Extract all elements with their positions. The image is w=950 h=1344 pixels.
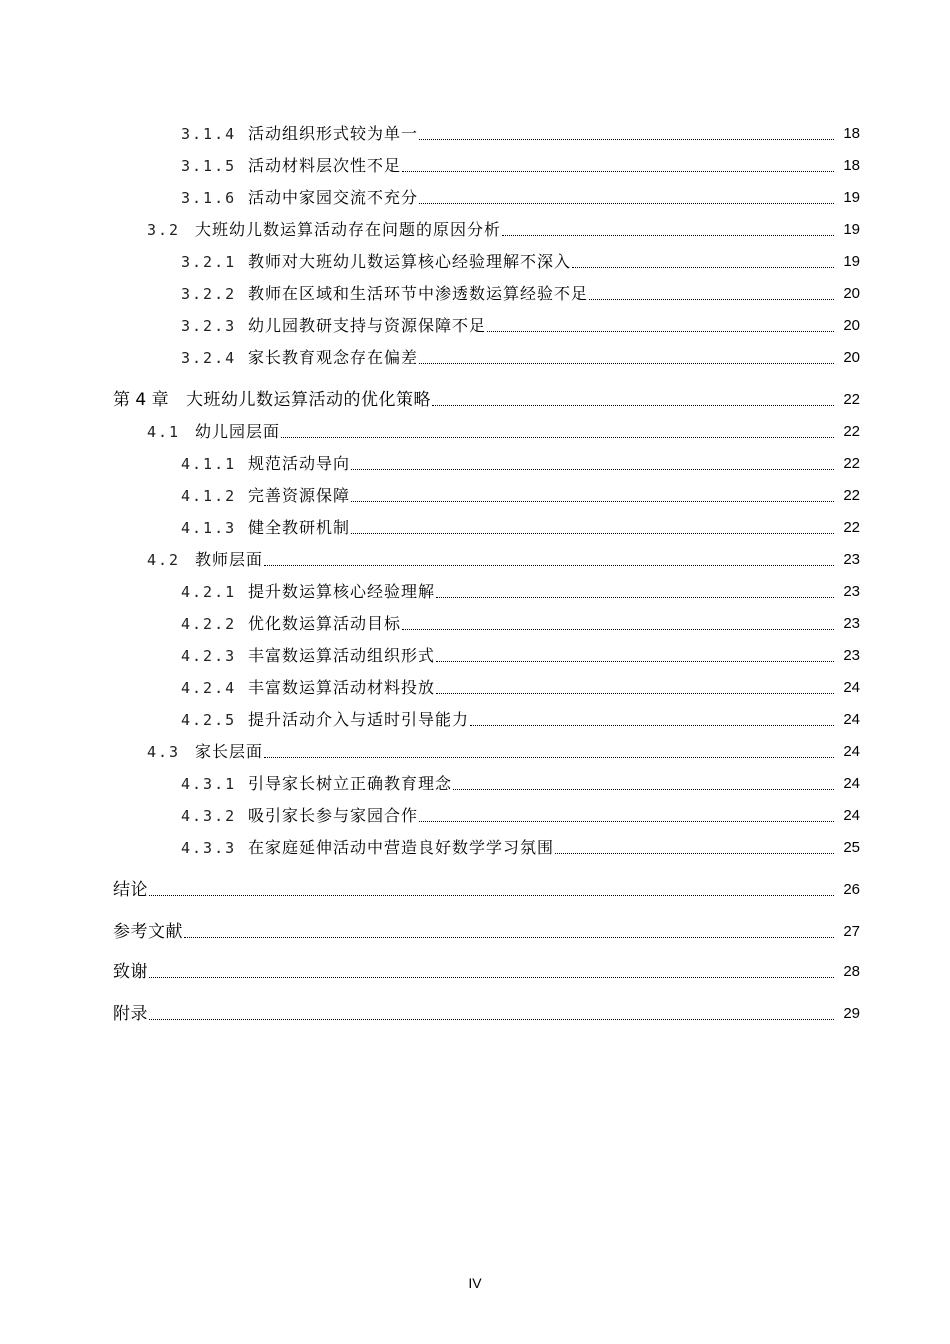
dot-leader bbox=[419, 362, 834, 364]
toc-entry[interactable] bbox=[0, 958, 950, 982]
toc-entry[interactable] bbox=[0, 216, 950, 240]
toc-entry-number: 4.3.2 bbox=[181, 807, 237, 825]
toc-entry-number: 3.2 bbox=[147, 221, 181, 239]
toc-entry-page-number: 26 bbox=[843, 881, 860, 898]
toc-entry-page-number: 23 bbox=[843, 551, 860, 568]
toc-entry[interactable] bbox=[0, 876, 950, 900]
toc-entry-title: 结论 bbox=[113, 880, 148, 900]
dot-leader bbox=[453, 788, 834, 790]
toc-entry-title: 丰富数运算活动材料投放 bbox=[248, 678, 436, 697]
dot-leader bbox=[436, 660, 834, 662]
toc-entry-title: 活动中家园交流不充分 bbox=[248, 188, 419, 207]
toc-entry-title: 提升活动介入与适时引导能力 bbox=[248, 710, 470, 729]
toc-entry-title: 附录 bbox=[113, 1004, 148, 1024]
toc-entry-number: 4.1.2 bbox=[181, 487, 237, 505]
toc-entry-page-number: 23 bbox=[843, 583, 860, 600]
toc-entry[interactable] bbox=[0, 514, 950, 538]
toc-entry-title: 完善资源保障 bbox=[248, 486, 351, 505]
dot-leader bbox=[264, 756, 834, 758]
dot-leader bbox=[281, 436, 834, 438]
dot-leader bbox=[487, 330, 834, 332]
toc-entry-title: 在家庭延伸活动中营造良好数学学习氛围 bbox=[248, 838, 555, 857]
toc-entry-page-number: 19 bbox=[843, 221, 860, 238]
toc-entry-number: 4.2.2 bbox=[181, 615, 237, 633]
toc-entry-title: 吸引家长参与家园合作 bbox=[248, 806, 419, 825]
dot-leader bbox=[470, 724, 834, 726]
dot-leader bbox=[351, 468, 834, 470]
toc-entry[interactable] bbox=[0, 312, 950, 336]
dot-leader bbox=[589, 298, 834, 300]
toc-entry-number: 第 4 章 bbox=[113, 390, 169, 410]
toc-entry-title: 教师在区域和生活环节中渗透数运算经验不足 bbox=[248, 284, 589, 303]
toc-entry-page-number: 24 bbox=[843, 711, 860, 728]
dot-leader bbox=[432, 404, 834, 406]
toc-entry[interactable] bbox=[0, 280, 950, 304]
toc-entry-number: 4.2.5 bbox=[181, 711, 237, 729]
dot-leader bbox=[184, 936, 834, 938]
toc-entry-page-number: 22 bbox=[843, 391, 860, 408]
toc-entry-number: 4.1.3 bbox=[181, 519, 237, 537]
toc-entry-page-number: 19 bbox=[843, 253, 860, 270]
toc-entry-title: 优化数运算活动目标 bbox=[248, 614, 402, 633]
toc-entry-page-number: 20 bbox=[843, 349, 860, 366]
toc-entry-number: 4.1 bbox=[147, 423, 181, 441]
dot-leader bbox=[419, 202, 834, 204]
toc-entry-page-number: 24 bbox=[843, 679, 860, 696]
dot-leader bbox=[351, 500, 834, 502]
toc-entry-page-number: 22 bbox=[843, 487, 860, 504]
toc-entry-page-number: 23 bbox=[843, 615, 860, 632]
dot-leader bbox=[402, 628, 834, 630]
toc-entry-number: 4.2.1 bbox=[181, 583, 237, 601]
toc-entry[interactable] bbox=[0, 918, 950, 942]
toc-entry[interactable] bbox=[0, 482, 950, 506]
toc-entry-number: 4.2 bbox=[147, 551, 181, 569]
toc-entry-page-number: 29 bbox=[843, 1005, 860, 1022]
toc-entry[interactable] bbox=[0, 578, 950, 602]
toc-entry[interactable] bbox=[0, 546, 950, 570]
toc-entry-number: 3.1.4 bbox=[181, 125, 237, 143]
toc-entry-title: 活动材料层次性不足 bbox=[248, 156, 402, 175]
toc-entry-page-number: 28 bbox=[843, 963, 860, 980]
dot-leader bbox=[264, 564, 834, 566]
toc-entry[interactable] bbox=[0, 152, 950, 176]
toc-entry-page-number: 18 bbox=[843, 157, 860, 174]
toc-entry-number: 4.3.1 bbox=[181, 775, 237, 793]
toc-entry-title: 家长教育观念存在偏差 bbox=[248, 348, 419, 367]
toc-entry-number: 4.3.3 bbox=[181, 839, 237, 857]
toc-entry-title: 幼儿园层面 bbox=[195, 422, 281, 441]
toc-entry-number: 4.2.4 bbox=[181, 679, 237, 697]
toc-entry-title: 提升数运算核心经验理解 bbox=[248, 582, 436, 601]
toc-entry-number: 4.2.3 bbox=[181, 647, 237, 665]
toc-entry-page-number: 24 bbox=[843, 775, 860, 792]
toc-entry-number: 4.1.1 bbox=[181, 455, 237, 473]
toc-entry-title: 规范活动导向 bbox=[248, 454, 351, 473]
toc-entry-number: 3.2.1 bbox=[181, 253, 237, 271]
toc-entry[interactable] bbox=[0, 738, 950, 762]
toc-entry[interactable] bbox=[0, 1000, 950, 1024]
toc-entry-number: 3.1.5 bbox=[181, 157, 237, 175]
toc-entry[interactable] bbox=[0, 834, 950, 858]
toc-entry-title: 丰富数运算活动组织形式 bbox=[248, 646, 436, 665]
dot-leader bbox=[436, 692, 834, 694]
toc-entry-page-number: 22 bbox=[843, 519, 860, 536]
dot-leader bbox=[572, 266, 834, 268]
page-footer-number: IV bbox=[468, 1275, 482, 1291]
toc-entry[interactable] bbox=[0, 344, 950, 368]
dot-leader bbox=[419, 820, 834, 822]
toc-entry-page-number: 22 bbox=[843, 423, 860, 440]
dot-leader bbox=[351, 532, 834, 534]
toc-entry-page-number: 23 bbox=[843, 647, 860, 664]
toc-entry-page-number: 25 bbox=[843, 839, 860, 856]
toc-entry-number: 3.2.4 bbox=[181, 349, 237, 367]
toc-entry[interactable] bbox=[0, 802, 950, 826]
toc-entry-number: 3.1.6 bbox=[181, 189, 237, 207]
toc-entry-number: 3.2.2 bbox=[181, 285, 237, 303]
toc-entry[interactable] bbox=[0, 770, 950, 794]
toc-entry-title: 教师对大班幼儿数运算核心经验理解不深入 bbox=[248, 252, 572, 271]
dot-leader bbox=[149, 976, 834, 978]
dot-leader bbox=[502, 234, 834, 236]
toc-entry-title: 健全教研机制 bbox=[248, 518, 351, 537]
toc-entry-number: 3.2.3 bbox=[181, 317, 237, 335]
toc-entry-title: 家长层面 bbox=[195, 742, 264, 761]
toc-entry-page-number: 24 bbox=[843, 743, 860, 760]
toc-entry[interactable] bbox=[0, 248, 950, 272]
toc-entry[interactable] bbox=[0, 642, 950, 666]
toc-entry-number: 4.3 bbox=[147, 743, 181, 761]
dot-leader bbox=[436, 596, 834, 598]
toc-entry[interactable] bbox=[0, 120, 950, 144]
toc-entry-title: 幼儿园教研支持与资源保障不足 bbox=[248, 316, 487, 335]
toc-entry-title: 参考文献 bbox=[113, 922, 183, 942]
toc-entry-title: 引导家长树立正确教育理念 bbox=[248, 774, 453, 793]
toc-entry-page-number: 20 bbox=[843, 317, 860, 334]
toc-entry[interactable] bbox=[0, 184, 950, 208]
toc-entry-title: 致谢 bbox=[113, 962, 148, 982]
toc-entry-page-number: 27 bbox=[843, 923, 860, 940]
dot-leader bbox=[149, 1018, 834, 1020]
toc-entry-page-number: 22 bbox=[843, 455, 860, 472]
toc-entry[interactable] bbox=[0, 418, 950, 442]
toc-entry-title: 大班幼儿数运算活动存在问题的原因分析 bbox=[195, 220, 502, 239]
toc-entry[interactable] bbox=[0, 450, 950, 474]
dot-leader bbox=[555, 852, 834, 854]
toc-entry-title: 教师层面 bbox=[195, 550, 264, 569]
dot-leader bbox=[149, 894, 834, 896]
toc-entry[interactable] bbox=[0, 610, 950, 634]
toc-entry-title: 大班幼儿数运算活动的优化策略 bbox=[186, 390, 431, 410]
toc-entry-page-number: 20 bbox=[843, 285, 860, 302]
toc-entry-page-number: 24 bbox=[843, 807, 860, 824]
toc-entry[interactable] bbox=[0, 674, 950, 698]
toc-entry-page-number: 18 bbox=[843, 125, 860, 142]
toc-entry[interactable] bbox=[0, 386, 950, 410]
toc-entry[interactable] bbox=[0, 706, 950, 730]
dot-leader bbox=[419, 138, 834, 140]
toc-entry-title: 活动组织形式较为单一 bbox=[248, 124, 419, 143]
dot-leader bbox=[402, 170, 834, 172]
toc-entry-page-number: 19 bbox=[843, 189, 860, 206]
